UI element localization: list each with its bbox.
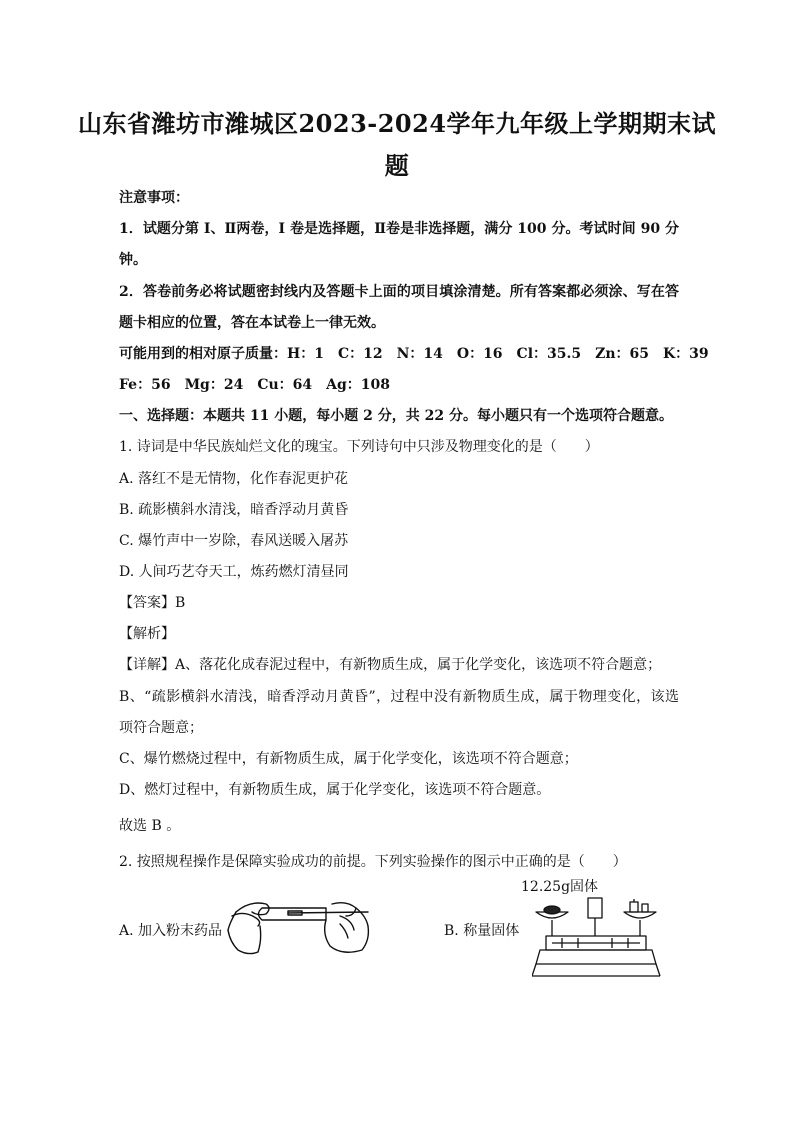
- atomic-mass-line1: 可能用到的相对原子质量：H：1 C：12 N：14 O：16 Cl：35.5 Zn：65 K：39: [119, 346, 709, 362]
- q2-option-a: A. 加入粉末药品: [119, 923, 223, 939]
- q1-option-b: B. 疏影横斜水清浅，暗香浮动月黄昏: [119, 502, 349, 518]
- balance-scale-illustration: [532, 892, 662, 980]
- q1-answer: 【答案】B: [119, 595, 186, 611]
- q1-conclusion: 故选 B 。: [119, 818, 181, 834]
- q2-stem: 2. 按照规程操作是保障实验成功的前提。下列实验操作的图示中正确的是（ ）: [119, 854, 627, 870]
- section1-heading: 一、选择题：本题共 11 小题，每小题 2 分，共 22 分。每小题只有一个选项符合题意。: [119, 408, 673, 424]
- powder-test-tube-illustration: [222, 890, 372, 962]
- q1-detail-line5: D、燃灯过程中，有新物质生成，属于化学变化，该选项不符合题意。: [119, 782, 551, 798]
- exam-title-line1: 山东省潍坊市潍城区2023-2024学年九年级上学期期末试: [77, 109, 717, 138]
- q1-option-a: A. 落红不是无情物，化作春泥更护花: [119, 471, 349, 487]
- q1-option-d: D. 人间巧艺夺天工，炼药燃灯清昼同: [119, 564, 349, 580]
- q2-option-b: B. 称量固体: [444, 923, 520, 939]
- notice-heading: 注意事项：: [119, 190, 189, 206]
- q1-detail-line2: B、“疏影横斜水清浅，暗香浮动月黄昏”，过程中没有新物质生成，属于物理变化，该选: [119, 689, 679, 705]
- exam-title-line2: 题: [384, 151, 410, 180]
- notice-item-2-line2: 题卡相应的位置，答在本试卷上一律无效。: [119, 315, 385, 331]
- notice-item-2-line1: 2．答卷前务必将试题密封线内及答题卡上面的项目填涂清楚。所有答案都必须涂、写在答: [119, 284, 679, 300]
- q1-analysis-heading: 【解析】: [119, 626, 175, 642]
- q1-option-c: C. 爆竹声中一岁除，春风送暖入屠苏: [119, 533, 349, 549]
- notice-item-1-line2: 钟。: [119, 252, 147, 268]
- q1-detail-line4: C、爆竹燃烧过程中，有新物质生成，属于化学变化，该选项不符合题意；: [119, 751, 578, 767]
- balance-label: 12.25g固体: [521, 879, 599, 895]
- q1-detail-line1: 【详解】A、落花化成春泥过程中，有新物质生成，属于化学变化，该选项不符合题意；: [119, 657, 662, 673]
- notice-item-1-line1: 1．试题分第 I、Ⅱ两卷，I 卷是选择题，Ⅱ卷是非选择题，满分 100 分。考试时间 90 分: [119, 221, 679, 237]
- q1-detail-line3: 项符合题意；: [119, 720, 203, 736]
- atomic-mass-line2: Fe：56 Mg：24 Cu：64 Ag：108: [119, 377, 391, 393]
- q1-stem: 1. 诗词是中华民族灿烂文化的瑰宝。下列诗句中只涉及物理变化的是（ ）: [119, 439, 599, 455]
